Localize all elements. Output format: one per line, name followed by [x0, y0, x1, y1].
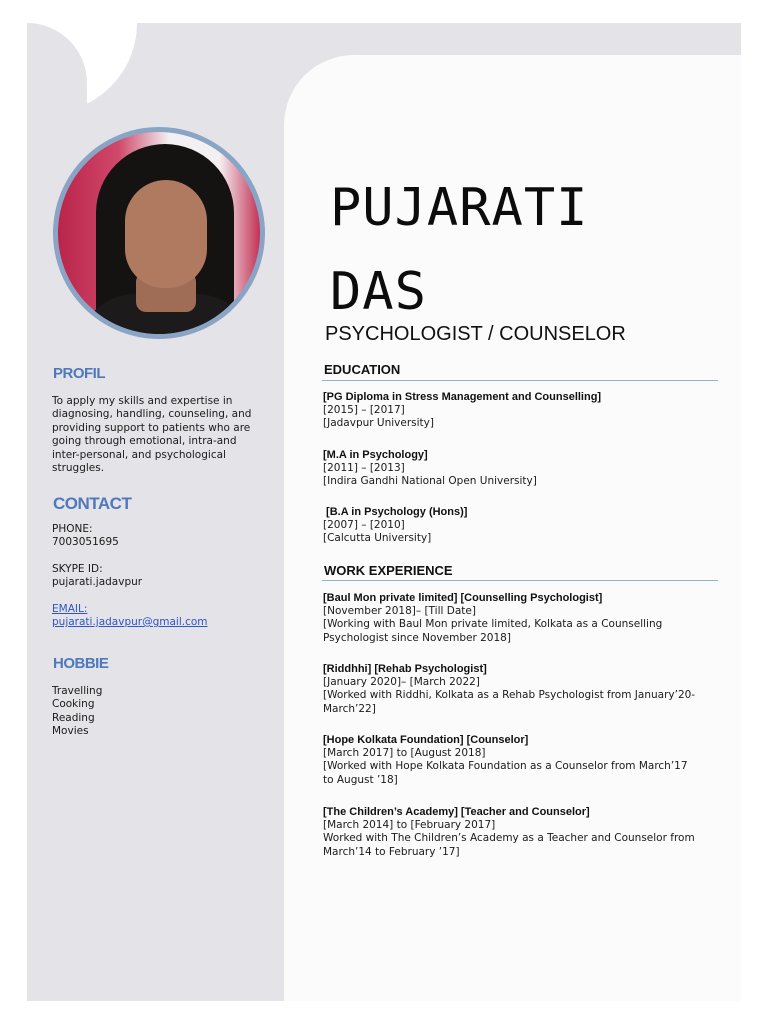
hobby-item: Reading [52, 711, 95, 724]
work-dates: [November 2018]– [Till Date] [323, 605, 476, 617]
work-title: [Hope Kolkata Foundation] [Counselor] [323, 734, 529, 746]
education-title: [B.A in Psychology (Hons)] [323, 506, 468, 518]
contact-heading: CONTACT [53, 494, 132, 513]
work-title: [Baul Mon private limited] [Counselling Psychologist] [323, 592, 603, 604]
email-label[interactable]: EMAIL: [52, 602, 88, 615]
job-title: PSYCHOLOGIST / COUNSELOR [325, 323, 626, 345]
phone-label: PHONE: [52, 523, 93, 535]
work-title: [The Children’s Academy] [Teacher and Counselor] [323, 806, 590, 818]
email-link[interactable]: pujarati.jadavpur@gmail.com [52, 616, 208, 629]
hobby-item: Travelling [52, 685, 103, 697]
phone-value: 7003051695 [52, 536, 119, 549]
profile-photo [53, 127, 265, 339]
skype-label: SKYPE ID: [52, 562, 103, 575]
education-institution: [Jadavpur University] [323, 417, 434, 430]
hobbies-list [52, 685, 267, 739]
education-heading: EDUCATION [324, 362, 401, 377]
work-dates: [March 2017] to [August 2018] [323, 747, 486, 759]
work-description: to August ’18] [323, 773, 398, 786]
work-entry [323, 591, 718, 645]
work-description: [Working with Baul Mon private limited, Kolkata as a Counselling [323, 618, 663, 631]
contact-section [52, 523, 267, 629]
last-name: DAS [330, 262, 427, 322]
work-heading: WORK EXPERIENCE [324, 563, 453, 578]
photo-face [125, 180, 207, 288]
profile-heading: PROFIL [53, 365, 105, 382]
work-title: [Riddhhi] [Rehab Psychologist] [323, 663, 487, 675]
education-divider [322, 380, 718, 381]
work-divider [322, 580, 718, 581]
hobby-item: Movies [52, 725, 89, 738]
profile-text: To apply my skills and expertise in diagnosing, handling, counseling, and providing support to patients who are going through emotional, intra-and inter-personal, and psychological struggles. [52, 395, 252, 475]
profile-section [52, 395, 267, 475]
work-entry [323, 662, 718, 716]
work-description: March’22] [323, 702, 376, 715]
education-entry [323, 390, 718, 431]
hobbies-heading: HOBBIE [53, 655, 109, 672]
education-entry [323, 505, 718, 546]
education-institution: [Calcutta University] [323, 532, 432, 545]
education-title: [PG Diploma in Stress Management and Counselling] [323, 391, 602, 403]
education-dates: [2011] – [2013] [323, 462, 405, 474]
skype-value: pujarati.jadavpur [52, 576, 143, 589]
work-entry [323, 805, 718, 859]
work-description: Psychologist since November 2018] [323, 631, 511, 644]
first-name: PUJARATI [330, 178, 589, 238]
education-institution: [Indira Gandhi National Open University] [323, 475, 537, 488]
work-description: [Worked with Riddhi, Kolkata as a Rehab Psychologist from January’20- [323, 689, 696, 702]
work-dates: [March 2014] to [February 2017] [323, 819, 496, 831]
work-description: [Worked with Hope Kolkata Foundation as a Counselor from March’17 [323, 760, 688, 773]
work-description: Worked with The Children’s Academy as a Teacher and Counselor from [323, 832, 695, 845]
hobby-item: Cooking [52, 698, 95, 711]
education-title: [M.A in Psychology] [323, 449, 428, 461]
education-dates: [2007] – [2010] [323, 519, 405, 531]
work-entry [323, 733, 718, 787]
education-entry [323, 448, 718, 489]
education-dates: [2015] – [2017] [323, 404, 405, 416]
work-description: March’14 to February ’17] [323, 845, 460, 858]
work-dates: [January 2020]– [March 2022] [323, 676, 480, 688]
profile-photo-image [58, 132, 260, 334]
